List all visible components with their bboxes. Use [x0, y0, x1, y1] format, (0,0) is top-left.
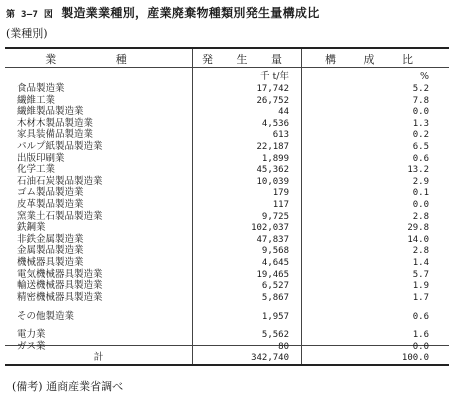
row-generation-amount: 102,037: [251, 223, 289, 234]
row-industry-label: 金属製品製造業: [17, 245, 84, 257]
row-share-percent: 2.8: [412, 246, 429, 257]
row-share-percent: 0.2: [412, 130, 429, 141]
figure-number: 第 3—7 図: [6, 10, 54, 20]
row-generation-amount: 1,957: [261, 312, 289, 323]
row-share-percent: 5.7: [412, 269, 429, 280]
row-share-percent: 0.0: [412, 200, 429, 210]
row-generation-amount: 5,562: [261, 330, 289, 340]
row-industry-label: 電気機械器具製造業: [17, 268, 103, 280]
row-generation-amount: 44: [278, 107, 289, 118]
figure-title: [6, 4, 320, 21]
row-share-percent: 6.5: [412, 142, 429, 152]
row-industry-label: 電力業: [17, 329, 46, 340]
row-share-percent: 2.8: [412, 211, 429, 222]
header-industry: 業 種: [45, 53, 155, 66]
row-generation-amount: 4,536: [261, 118, 289, 129]
row-share-percent: 5.2: [412, 84, 429, 94]
row-generation-amount: 47,837: [256, 234, 289, 245]
row-share-percent: 0.1: [412, 188, 429, 199]
row-industry-label: 輸送機械器具製造業: [17, 280, 103, 292]
row-generation-amount: 1,899: [261, 153, 289, 164]
row-industry-label: 木材木製品製造業: [17, 117, 94, 129]
row-share-percent: 1.7: [412, 292, 429, 303]
row-share-percent: 0.0: [412, 341, 429, 352]
row-share-percent: 1.6: [412, 330, 429, 340]
row-industry-label: 窯業土石製品製造業: [17, 210, 103, 222]
row-generation-amount: 45,362: [256, 165, 289, 176]
row-generation-amount: 117: [272, 200, 289, 210]
row-industry-label: 皮革製品製造業: [17, 199, 84, 210]
row-generation-amount: 17,742: [256, 84, 289, 94]
row-industry-label: 精密機械器具製造業: [17, 291, 103, 303]
row-generation-amount: 80: [278, 341, 289, 352]
row-industry-label: 繊維製品製造業: [17, 106, 84, 118]
row-share-percent: 2.9: [412, 176, 429, 187]
row-share-percent: 13.2: [407, 165, 429, 176]
row-share-percent: 0.6: [412, 153, 429, 164]
column-divider: [301, 49, 302, 364]
row-industry-label: 機械器具製造業: [17, 257, 84, 268]
row-generation-amount: 6,527: [261, 281, 289, 292]
industry-waste-table: [5, 47, 449, 366]
header-generation: 発 生 量: [202, 53, 292, 66]
row-generation-amount: 19,465: [256, 269, 289, 280]
total-share: 100.0: [401, 353, 429, 363]
row-industry-label: 非鉄金属製造業: [17, 233, 84, 245]
table-subtitle: (業種別): [6, 27, 48, 40]
row-generation-amount: 26,752: [256, 95, 289, 106]
row-industry-label: 鉄鋼業: [17, 222, 46, 234]
row-share-percent: 14.0: [407, 234, 429, 245]
row-industry-label: 繊維工業: [17, 94, 56, 106]
column-divider: [192, 49, 193, 364]
row-generation-amount: 9,568: [261, 246, 289, 257]
row-industry-label: 化学工業: [17, 164, 56, 176]
figure-title-text: 製造業業種別，産業廃棄物種類別発生量構成比: [61, 6, 320, 20]
total-amount: 342,740: [251, 353, 289, 363]
header-share: 構 成 比: [325, 53, 425, 66]
row-generation-amount: 613: [272, 130, 289, 141]
row-generation-amount: 4,645: [261, 258, 289, 268]
row-generation-amount: 179: [272, 188, 289, 199]
row-industry-label: ゴム製品製造業: [17, 187, 84, 199]
total-label: 計: [93, 352, 104, 363]
row-industry-label: 出版印刷業: [17, 152, 65, 164]
row-generation-amount: 9,725: [261, 211, 289, 222]
row-industry-label: その他製造業: [17, 311, 75, 323]
row-generation-amount: 10,039: [256, 176, 289, 187]
row-share-percent: 0.6: [412, 312, 429, 323]
row-share-percent: 0.0: [412, 107, 429, 118]
row-share-percent: 7.8: [412, 95, 429, 106]
footnote: (備考) 通商産業省調べ: [12, 380, 124, 393]
unit-generation: 千 t/年: [259, 71, 289, 82]
row-share-percent: 1.9: [412, 281, 429, 292]
row-generation-amount: 22,187: [256, 142, 289, 152]
row-industry-label: 食品製造業: [17, 83, 65, 94]
row-industry-label: 家具装備品製造業: [17, 129, 94, 141]
row-industry-label: パルプ紙製品製造業: [17, 141, 103, 152]
row-share-percent: 1.4: [412, 258, 429, 268]
row-generation-amount: 5,867: [261, 292, 289, 303]
unit-share: %: [419, 71, 429, 82]
header-divider: [5, 67, 449, 68]
row-industry-label: 石油石炭製品製造業: [17, 175, 103, 187]
row-share-percent: 1.3: [412, 118, 429, 129]
row-share-percent: 29.8: [407, 223, 429, 234]
row-industry-label: ガス業: [17, 340, 46, 352]
